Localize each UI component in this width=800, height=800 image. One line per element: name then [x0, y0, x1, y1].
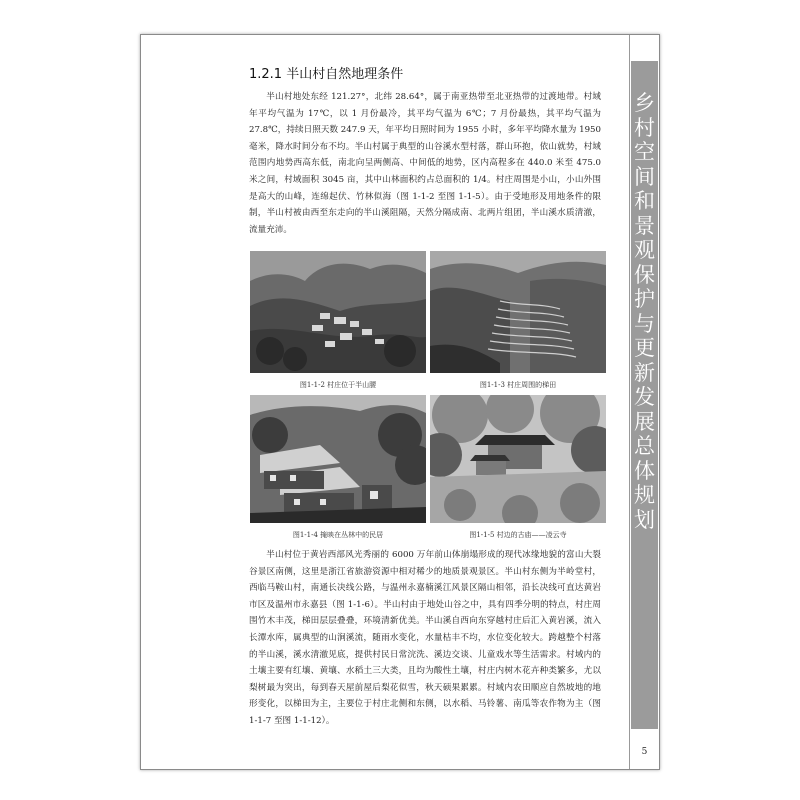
photo-temple: [430, 395, 606, 523]
sidebar-title-block: [631, 61, 658, 729]
body-paragraph-2: 半山村位于黄岩西部风光秀丽的 6000 万年前山体崩塌形成的现代冰缘地貌的富山大裂谷景区南侧，这里是浙江省旅游资源中相对稀少的地质景观景区。半山村东侧为半岭堂村，西临马鞍山村，南通长决线公路，与温州永嘉楠溪江风景区隔山相邻，沿长决线可直达黄岩市区及温州市永嘉县（图 1-1-6）。半山村由于地处山谷之中，具有四季分明的特点，村庄周围竹木丰茂，梯田层层叠叠，环境清新优美。半山溪自西向东穿越村庄后汇入黄岩溪，流入长潭水库，属典型的山涧溪流，随雨水变化，水量枯丰不均，水位变化较大。跨越整个村落的半山溪，溪水清澈见底，提供村民日常浣洗、溪边交谈、儿童戏水等生活需求。村域内的土壤主要有红壤、黄壤、水稻土三大类，且均为酸性土壤，村庄内树木花卉种类繁多，尤以梨树最为突出，每到春天屋前屋后梨花似雪，秋天硕果累累。村域内农田顺应自然坡地的地形变化，以梯田为主，主要位于村庄北侧和东侧，以水稻、马铃薯、南瓜等农作物为主（图 1-1-7 至图 1-1-12）。: [249, 550, 601, 726]
photo-village-mountainside: [250, 251, 426, 373]
book-page: [140, 34, 660, 770]
sidebar-band: [629, 35, 659, 769]
figure-caption-1: 图1-1-2 村庄位于半山腰: [299, 381, 377, 389]
page-number: 5: [641, 747, 648, 757]
section-title: 1.2.1 半山村自然地理条件: [249, 67, 404, 82]
figure-caption-4: 图1-1-5 村边的古庙——凌云寺: [469, 531, 567, 539]
photo-houses-forest: [250, 395, 426, 523]
body-paragraph-1: 半山村地处东经 121.27°，北纬 28.64°，属于南亚热带至北亚热带的过渡地带。村域年平均气温为 17℃，以 1 月份最冷，其平均气温为 6℃；7 月份最热，其平均气温为 27.8℃，持续日照天数 247.9 天，年平均日照时间为 1955 小时，多年平均降水量为 1950 毫米，降水时间分布不均。半山村属于典型的山谷溪水型村落，群山环抱，依山就势，村域范围内地势西高东低，南北向呈两侧高、中间低的地势，区内高程多在 440.0 米至 475.0 米之间，村域面积 3045 亩，其中山林面积约占总面积的 1/4。村庄周围是小山，小山外围是高大的山峰，连绵起伏、竹林似海（图 1-1-2 至图 1-1-5）。由于受地形及用地条件的限制，半山村被由西至东走向的半山溪阻隔，天然分隔成南、北两片组团，半山溪水质清澈，流量充沛。: [249, 92, 601, 235]
figure-caption-3: 图1-1-4 掩映在丛林中的民居: [292, 531, 384, 539]
photo-terraced-fields: [430, 251, 606, 373]
figure-caption-2: 图1-1-3 村庄周围的梯田: [479, 381, 557, 389]
sidebar-title: 乡村空间和景观保护与更新发展总体规划: [634, 91, 655, 532]
